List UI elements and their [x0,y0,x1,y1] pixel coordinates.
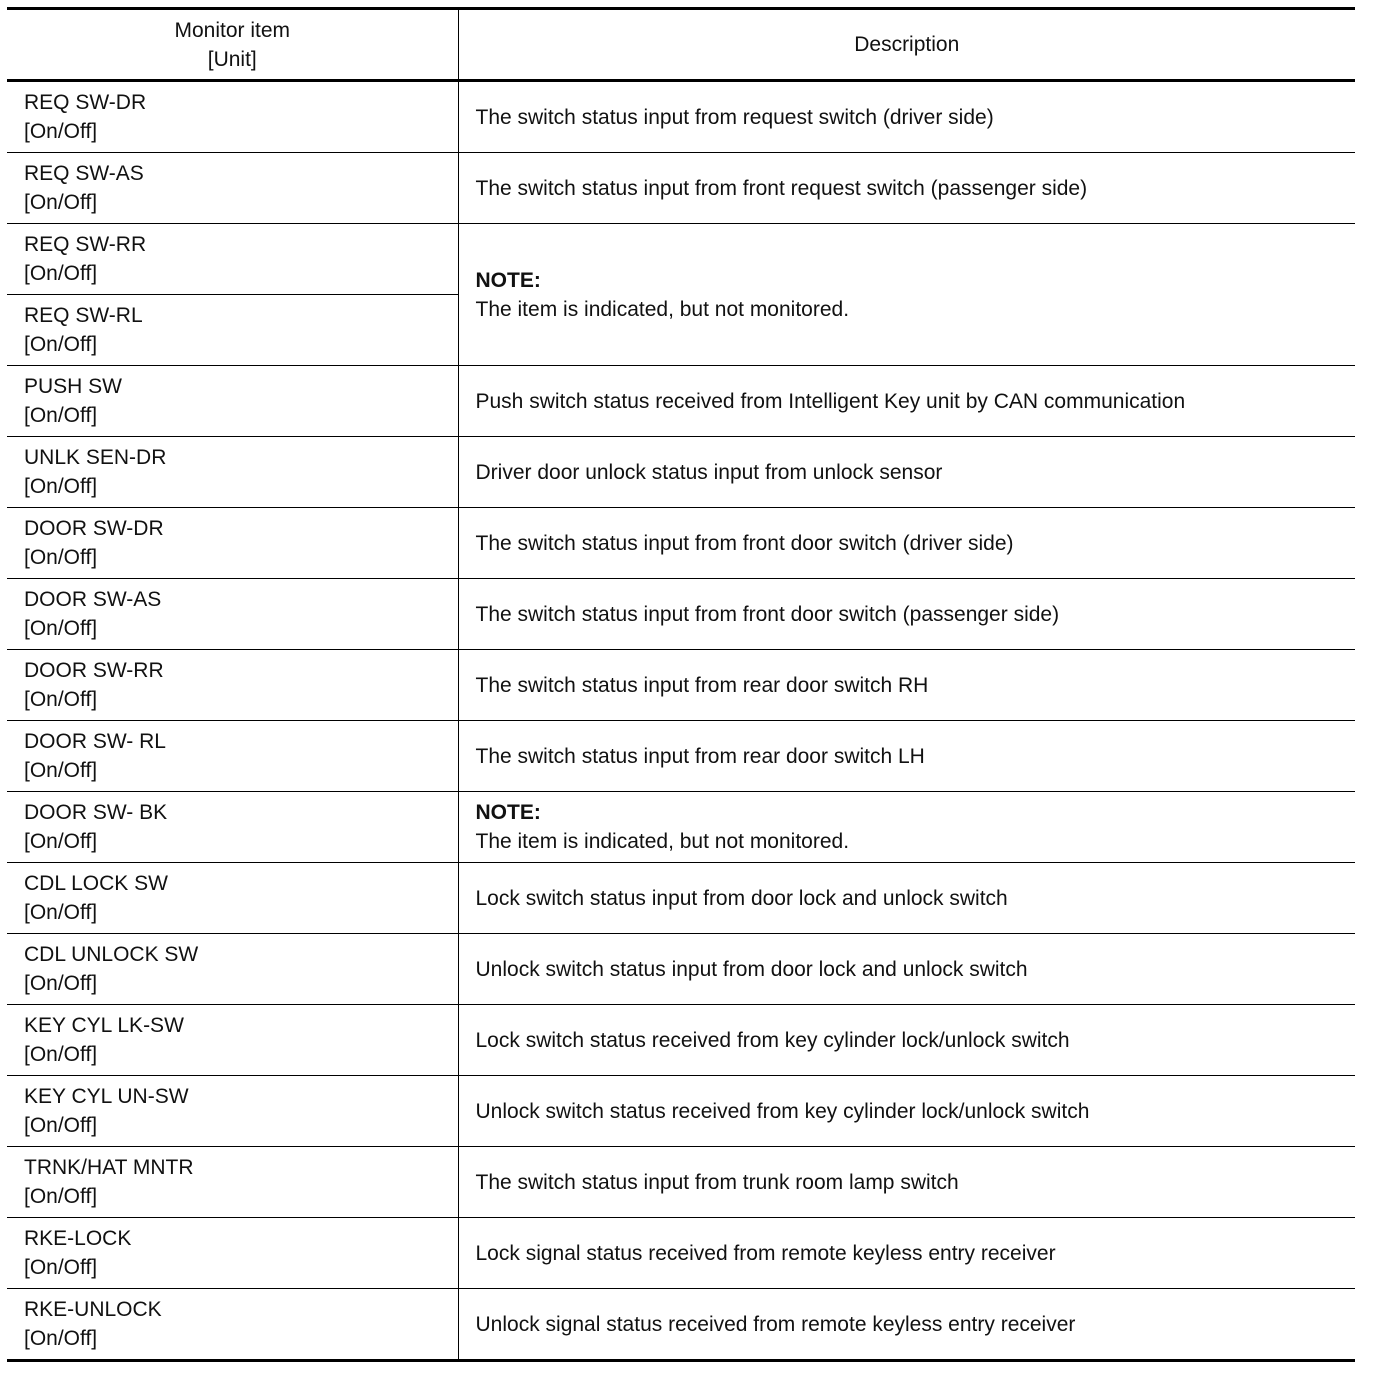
description-cell: Lock switch status received from key cylinder lock/unlock switch [458,1005,1355,1076]
description-cell: Unlock switch status input from door lock and unlock switch [458,934,1355,1005]
monitor-item-name: RKE-UNLOCK [24,1298,162,1321]
monitor-item-cell [7,1147,458,1218]
table-row [7,366,1355,437]
monitor-item-unit: [On/Off] [24,191,98,214]
monitor-item-name: UNLK SEN-DR [24,446,167,469]
monitor-item-cell [7,508,458,579]
monitor-item-cell [7,153,458,224]
monitor-item-cell [7,1218,458,1289]
table-row [7,437,1355,508]
monitor-item-unit: [On/Off] [24,1043,98,1066]
monitor-item-name: REQ SW-DR [24,91,147,114]
monitor-item-header-unit: [Unit] [207,47,257,71]
monitor-item-cell [7,81,458,153]
note-label: NOTE: [475,268,541,292]
note-label: NOTE: [475,801,541,824]
monitor-item-unit: [On/Off] [24,1185,98,1208]
monitor-item-name: CDL LOCK SW [24,872,168,895]
monitor-item-cell [7,437,458,508]
table-row [7,508,1355,579]
description-cell: Lock switch status input from door lock and unlock switch [458,863,1355,934]
monitor-item-name: REQ SW-RR [24,233,147,256]
description-cell: Unlock signal status received from remote keyless entry receiver [458,1289,1355,1361]
monitor-item-cell [7,1005,458,1076]
table-header-row [7,9,1355,81]
monitor-item-cell [7,650,458,721]
monitor-item-cell [7,224,458,295]
description-cell: Lock signal status received from remote keyless entry receiver [458,1218,1355,1289]
table-row [7,863,1355,934]
monitor-item-unit: [On/Off] [24,688,98,711]
description-cell: Push switch status received from Intelligent Key unit by CAN communication [458,366,1355,437]
monitor-item-name: REQ SW-RL [24,304,143,327]
monitor-item-name: DOOR SW-DR [24,517,164,540]
monitor-item-name: PUSH SW [24,375,123,398]
description-cell: Unlock switch status received from key cylinder lock/unlock switch [458,1076,1355,1147]
monitor-item-name: RKE-LOCK [24,1227,132,1250]
table-row [7,81,1355,153]
table-row [7,1076,1355,1147]
monitor-item-name: DOOR SW-RR [24,659,164,682]
monitor-item-name: KEY CYL LK-SW [24,1014,184,1037]
table-row [7,721,1355,792]
monitor-item-header [7,9,458,81]
monitor-item-cell [7,934,458,1005]
monitor-item-cell [7,366,458,437]
table-row [7,934,1355,1005]
description-cell: Driver door unlock status input from unlock sensor [458,437,1355,508]
monitor-item-name: DOOR SW- RL [24,730,166,753]
description-cell: The switch status input from front door switch (driver side) [458,508,1355,579]
monitor-item-unit: [On/Off] [24,617,98,640]
monitor-item-unit: [On/Off] [24,262,98,285]
table-row [7,224,1355,295]
monitor-item-cell [7,792,458,863]
monitor-item-name: KEY CYL UN-SW [24,1085,189,1108]
monitor-item-unit: [On/Off] [24,1256,98,1279]
monitor-item-unit: [On/Off] [24,901,98,924]
monitor-item-unit: [On/Off] [24,404,98,427]
monitor-item-cell [7,579,458,650]
monitor-item-cell [7,295,458,366]
monitor-item-unit: [On/Off] [24,333,98,356]
description-cell-note [458,792,1355,863]
note-text: The item is indicated, but not monitored. [475,297,850,321]
monitor-item-unit: [On/Off] [24,120,98,143]
monitor-item-cell [7,1076,458,1147]
monitor-item-name: DOOR SW- BK [24,801,168,824]
monitor-item-header-label: Monitor item [174,18,291,42]
monitor-item-table [7,7,1355,1362]
description-cell: The switch status input from request switch (driver side) [475,105,994,129]
table-row [7,1005,1355,1076]
monitor-item-unit: [On/Off] [24,475,98,498]
monitor-item-unit: [On/Off] [24,1327,98,1350]
description-cell: The switch status input from trunk room lamp switch [458,1147,1355,1218]
table-row [7,1147,1355,1218]
monitor-item-unit: [On/Off] [24,546,98,569]
description-cell: The switch status input from front door switch (passenger side) [458,579,1355,650]
monitor-item-cell [7,721,458,792]
monitor-item-name: DOOR SW-AS [24,588,162,611]
monitor-item-name: TRNK/HAT MNTR [24,1156,194,1179]
table-row [7,153,1355,224]
table-row [7,792,1355,863]
monitor-item-unit: [On/Off] [24,972,98,995]
description-cell: The switch status input from rear door switch RH [458,650,1355,721]
description-cell-note [458,224,1355,366]
monitor-item-unit: [On/Off] [24,1114,98,1137]
monitor-item-name: CDL UNLOCK SW [24,943,199,966]
monitor-item-unit: [On/Off] [24,830,98,853]
monitor-item-cell [7,1289,458,1361]
monitor-item-name: REQ SW-AS [24,162,144,185]
monitor-item-unit: [On/Off] [24,759,98,782]
description-cell: The switch status input from front request switch (passenger side) [458,153,1355,224]
table-row [7,1289,1355,1361]
description-header: Description [458,9,1355,81]
description-cell: The switch status input from rear door switch LH [458,721,1355,792]
note-text: The item is indicated, but not monitored. [475,830,850,853]
table-row [7,650,1355,721]
monitor-item-cell [7,863,458,934]
table-row [7,1218,1355,1289]
table-row [7,579,1355,650]
